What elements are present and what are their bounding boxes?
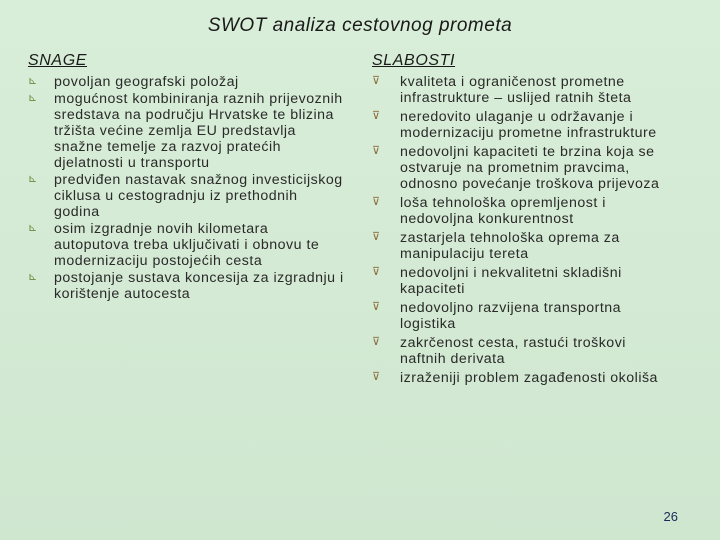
item-text: povoljan geografski položaj [54, 74, 239, 90]
item-text: mogućnost kombiniranja raznih prijevoznih sredstava na području Hrvatske te blizina tržišta većine zemlja EU predstavlja snažne temelje za razvoj pratećih djelatnosti u transportu [54, 91, 343, 171]
list-item [28, 91, 346, 171]
bullet-icon: ⊾ [28, 271, 38, 283]
list-item [28, 270, 346, 302]
bullet-icon: ⊾ [28, 173, 38, 185]
list-item [372, 195, 672, 227]
item-text: izraženiji problem zagađenosti okoliša [400, 370, 658, 386]
item-text: zakrčenost cesta, rastući troškovi naftnih derivata [400, 335, 626, 367]
strengths-column [28, 52, 346, 303]
bullet-icon: ⊽ [372, 75, 381, 87]
list-item [28, 74, 346, 90]
item-text: nedovoljni i nekvalitetni skladišni kapaciteti [400, 265, 622, 297]
strengths-list [28, 74, 346, 302]
weaknesses-column [372, 52, 672, 389]
weaknesses-heading: SLABOSTI [372, 52, 456, 69]
bullet-icon: ⊽ [372, 336, 381, 348]
bullet-icon: ⊾ [28, 75, 38, 87]
page-number: 26 [663, 509, 678, 524]
list-item [28, 221, 346, 269]
list-item [372, 300, 672, 332]
slide-title: SWOT analiza cestovnog prometa [207, 15, 513, 36]
list-item [372, 230, 672, 262]
item-text: neredovito ulaganje u održavanje i modernizaciju prometne infrastrukture [400, 109, 657, 141]
bullet-icon: ⊾ [28, 92, 38, 104]
bullet-icon: ⊽ [372, 371, 381, 383]
item-text: osim izgradnje novih kilometara autoputova treba uključivati i obnovu te modernizaciju postojećih cesta [54, 221, 320, 269]
strengths-heading: SNAGE [28, 52, 88, 69]
bullet-icon: ⊽ [372, 145, 381, 157]
item-text: kvaliteta i ograničenost prometne infrastrukture – uslijed ratnih šteta [400, 74, 632, 106]
item-text: zastarjela tehnološka oprema za manipulaciju tereta [400, 230, 620, 262]
item-text: postojanje sustava koncesija za izgradnju i korištenje autocesta [54, 270, 344, 302]
bullet-icon: ⊽ [372, 196, 381, 208]
bullet-icon: ⊾ [28, 222, 38, 234]
bullet-icon: ⊽ [372, 110, 381, 122]
list-item [372, 74, 672, 106]
list-item [372, 370, 672, 386]
bullet-icon: ⊽ [372, 231, 381, 243]
item-text: loša tehnološka opremljenost i nedovoljna konkurentnost [400, 195, 606, 227]
list-item [372, 144, 672, 192]
bullet-icon: ⊽ [372, 266, 381, 278]
item-text: nedovoljno razvijena transportna logistika [400, 300, 622, 332]
bullet-icon: ⊽ [372, 301, 381, 313]
item-text: predviđen nastavak snažnog investicijskog ciklusa u cestogradnju iz prethodnih godina [54, 172, 343, 220]
list-item [372, 265, 672, 297]
list-item [28, 172, 346, 220]
item-text: nedovoljni kapaciteti te brzina koja se ostvaruje na prometnim pravcima, odnosno povećanje troškova prijevoza [400, 144, 660, 192]
list-item [372, 109, 672, 141]
list-item [372, 335, 672, 367]
weaknesses-list [372, 74, 672, 386]
